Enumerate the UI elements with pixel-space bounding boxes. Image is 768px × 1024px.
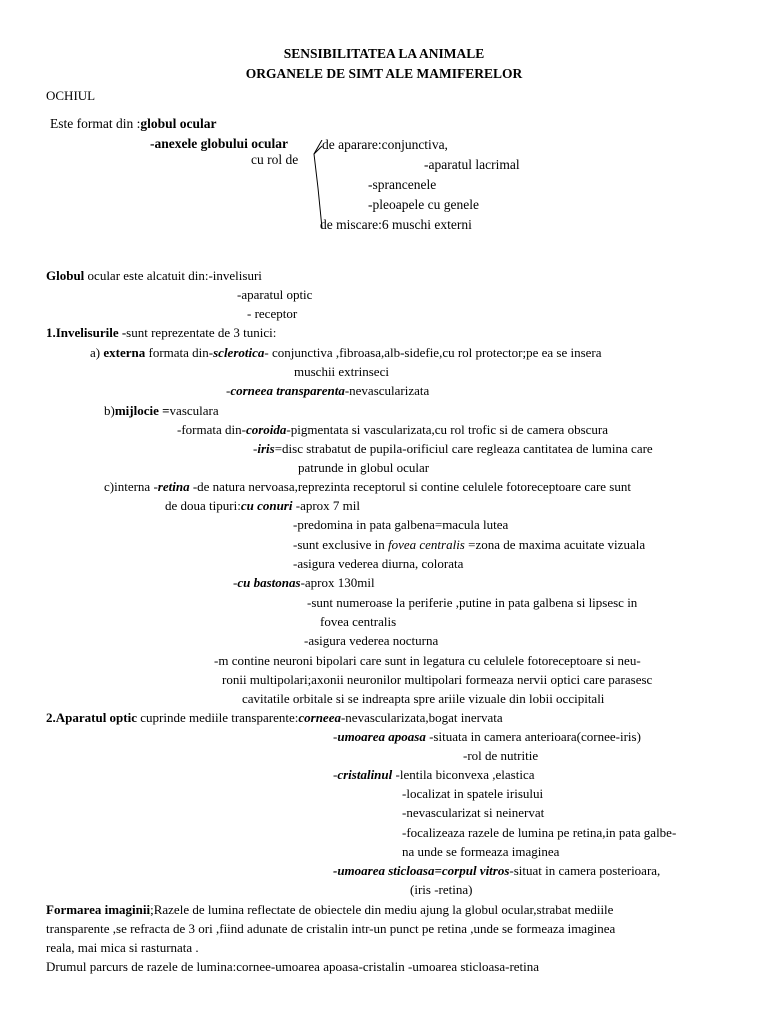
line-iris-retina: (iris -retina)	[410, 882, 473, 897]
line-localizat: -localizat in spatele irisului	[402, 786, 544, 801]
line-neuroni: -m contine neuroni bipolari care sunt in legatura cu celulele fotoreceptoare si neu-	[214, 653, 641, 668]
line-fovea: fovea centralis	[320, 614, 397, 629]
line-cavitatile: cavitatile orbitale si se indreapta spre ariile vizuale din lobii occipitali	[242, 691, 605, 706]
line-aparatul-optic-heading: 2.Aparatul optic cuprinde mediile transparente:corneea-nevascularizata,bogat inervata	[46, 710, 503, 725]
line-muschii: muschii extrinseci	[294, 364, 389, 379]
line-interna: c)interna -retina -de natura nervoasa,reprezinta receptorul si contine celulele fotoreceptoare care sunt	[104, 479, 631, 494]
line-invelisurile: 1.Invelisurile -sunt reprezentate de 3 tunici:	[46, 325, 277, 340]
line-imaginea: na unde se formeaza imaginea	[402, 844, 560, 859]
annex-line-2: -anexele globului ocular	[150, 136, 288, 151]
bracket-lines	[300, 140, 330, 235]
line-externa: a) externa formata din-sclerotica- conjunctiva ,fibroasa,alb-sidefie,cu rol protector;pe ea se insera	[90, 345, 602, 360]
line-focalizeaza: -focalizeaza razele de lumina pe retina,in pata galbe-	[402, 825, 677, 840]
line-globul: Globul ocular este alcatuit din:-invelisuri	[46, 268, 262, 283]
annex-line-1: Este format din :globul ocular	[50, 116, 217, 131]
line-numeroase: -sunt numeroase la periferie ,putine in pata galbena si lipsesc in	[307, 595, 638, 610]
annex-lacrimal: -aparatul lacrimal	[424, 157, 520, 172]
line-nevascularizat: -nevascularizat si neinervat	[402, 805, 545, 820]
line-doua-tipuri: de doua tipuri:cu conuri -aprox 7 mil	[165, 498, 360, 513]
line-iris: -iris=disc strabatut de pupila-orificiul care regleaza cantitatea de lumina care	[253, 441, 653, 456]
line-umoarea-apoasa: -umoarea apoasa -situata in camera anterioara(cornee-iris)	[333, 729, 641, 744]
page-title: SENSIBILITATEA LA ANIMALE	[283, 46, 485, 61]
section-heading: OCHIUL	[46, 88, 96, 103]
line-multipolari: ronii multipolari;axonii neuronilor multipolari formeaza nervii optici care parasesc	[222, 672, 653, 687]
line-mijlocie: b)mijlocie =vasculara	[104, 403, 219, 418]
page-subtitle: ORGANELE DE SIMT ALE MAMIFERELOR	[245, 66, 523, 81]
line-drumul: Drumul parcurs de razele de lumina:cornee-umoarea apoasa-cristalin -umoarea sticloasa-retina	[46, 959, 540, 974]
line-umoarea-sticloasa: -umoarea sticloasa=corpul vitros-situat in camera posterioara,	[333, 863, 661, 878]
line-exclusive: -sunt exclusive in fovea centralis =zona de maxima acuitate vizuala	[293, 537, 646, 552]
line-nocturna: -asigura vederea nocturna	[304, 633, 439, 648]
line-receptor: - receptor	[247, 306, 298, 321]
line-transparente: transparente ,se refracta de 3 ori ,fiind adunate de cristalin intr-un punct pe retina ,unde se formeaza imaginea	[46, 921, 616, 936]
line-aparatul-optic: -aparatul optic	[237, 287, 313, 302]
line-coroida: -formata din-coroida-pigmentata si vascularizata,cu rol trofic si de camera obscura	[177, 422, 609, 437]
line-reala: reala, mai mica si rasturnata .	[46, 940, 199, 955]
annex-sprancenele: -sprancenele	[368, 177, 437, 192]
line-nutritie: -rol de nutritie	[463, 748, 539, 763]
annex-aparare: de aparare:conjunctiva,	[322, 137, 448, 152]
line-corneea: -corneea transparenta-nevascularizata	[226, 383, 430, 398]
line-patrunde: patrunde in globul ocular	[298, 460, 430, 475]
line-formarea-imaginii: Formarea imaginii;Razele de lumina reflectate de obiectele din mediu ajung la globul ocular,strabat mediile	[46, 902, 614, 917]
annex-miscare: de miscare:6 muschi externi	[320, 217, 472, 232]
line-bastonas: -cu bastonas-aprox 130mil	[233, 575, 375, 590]
line-cristalinul: -cristalinul -lentila biconvexa ,elastica	[333, 767, 535, 782]
annex-rol: cu rol de	[251, 152, 299, 167]
line-diurna: -asigura vederea diurna, colorata	[293, 556, 464, 571]
annex-pleoape: -pleoapele cu genele	[368, 197, 479, 212]
line-predomina: -predomina in pata galbena=macula lutea	[293, 517, 509, 532]
